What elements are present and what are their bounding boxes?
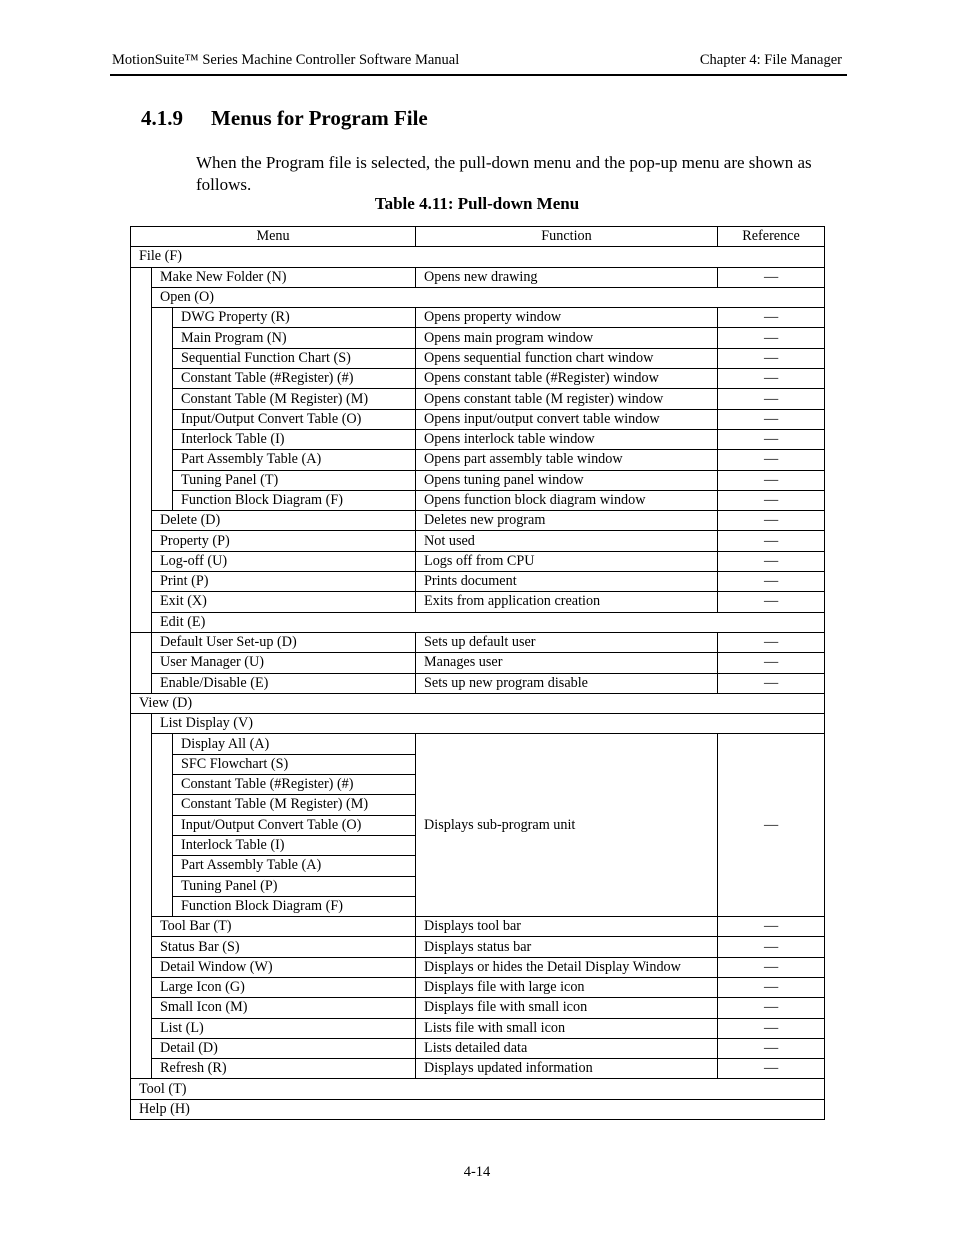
table-row [131, 673, 825, 693]
table-row [131, 409, 825, 429]
ref-large-icon: — [718, 977, 825, 997]
table-row [131, 612, 825, 632]
ref-logoff: — [718, 551, 825, 571]
table-row [131, 714, 825, 734]
menu-view-fbd: Function Block Diagram (F) [173, 896, 416, 916]
function-detail-window: Displays or hides the Detail Display Window [416, 957, 718, 977]
table-row [131, 1018, 825, 1038]
menu-const-m: Constant Table (M Register) (M) [173, 389, 416, 409]
menu-file: File (F) [131, 247, 825, 267]
menu-sfc: Sequential Function Chart (S) [173, 348, 416, 368]
menu-user-manager: User Manager (U) [152, 653, 416, 673]
function-default-user: Sets up default user [416, 632, 718, 652]
menu-tool-bar: Tool Bar (T) [152, 917, 416, 937]
function-status-bar: Displays status bar [416, 937, 718, 957]
table-row [131, 592, 825, 612]
ref-list: — [718, 1018, 825, 1038]
ref-part-assembly: — [718, 450, 825, 470]
menu-exit: Exit (X) [152, 592, 416, 612]
function-const-m: Opens constant table (M register) window [416, 389, 718, 409]
menu-detail: Detail (D) [152, 1038, 416, 1058]
indent-edit [131, 632, 152, 693]
table-row [131, 653, 825, 673]
ref-main-program: — [718, 328, 825, 348]
table-row [131, 308, 825, 328]
table-row [131, 977, 825, 997]
menu-delete: Delete (D) [152, 511, 416, 531]
menu-view-io-convert: Input/Output Convert Table (O) [173, 815, 416, 835]
ref-enable-disable: — [718, 673, 825, 693]
table-row [131, 470, 825, 490]
function-sfc: Opens sequential function chart window [416, 348, 718, 368]
header-rule [110, 74, 847, 76]
table-row [131, 1079, 825, 1099]
table-row [131, 389, 825, 409]
header-menu: Menu [131, 227, 416, 247]
menu-view-const-m: Constant Table (M Register) (M) [173, 795, 416, 815]
section-title: Menus for Program File [211, 106, 428, 130]
menu-view-tuning-panel: Tuning Panel (P) [173, 876, 416, 896]
header-reference: Reference [718, 227, 825, 247]
ref-detail-window: — [718, 957, 825, 977]
table-row [131, 693, 825, 713]
ref-detail: — [718, 1038, 825, 1058]
menu-tool: Tool (T) [131, 1079, 825, 1099]
ref-print: — [718, 572, 825, 592]
function-main-program: Opens main program window [416, 328, 718, 348]
table-row [131, 369, 825, 389]
table-row [131, 511, 825, 531]
section-heading [141, 106, 428, 131]
menu-dwg-property: DWG Property (R) [173, 308, 416, 328]
table-caption: Table 4.11: Pull-down Menu [374, 194, 580, 213]
table-row [131, 267, 825, 287]
function-logoff: Logs off from CPU [416, 551, 718, 571]
menu-open: Open (O) [152, 287, 825, 307]
function-fbd: Opens function block diagram window [416, 490, 718, 510]
menu-default-user: Default User Set-up (D) [152, 632, 416, 652]
ref-list-display: — [718, 734, 825, 917]
table-row [131, 348, 825, 368]
table-row [131, 1059, 825, 1079]
function-tuning-panel: Opens tuning panel window [416, 470, 718, 490]
table-row [131, 1038, 825, 1058]
ref-user-manager: — [718, 653, 825, 673]
function-make-new-folder: Opens new drawing [416, 267, 718, 287]
menu-list-display: List Display (V) [152, 714, 825, 734]
running-header-title: MotionSuite™ Series Machine Controller Software Manual [112, 52, 460, 68]
menu-view-part-assembly: Part Assembly Table (A) [173, 856, 416, 876]
menu-view-const-hash: Constant Table (#Register) (#) [173, 775, 416, 795]
table-row [131, 429, 825, 449]
ref-tuning-panel: — [718, 470, 825, 490]
table-row [131, 450, 825, 470]
function-print: Prints document [416, 572, 718, 592]
menu-logoff: Log-off (U) [152, 551, 416, 571]
function-large-icon: Displays file with large icon [416, 977, 718, 997]
function-list: Lists file with small icon [416, 1018, 718, 1038]
menu-view: View (D) [131, 693, 825, 713]
menu-view-interlock: Interlock Table (I) [173, 835, 416, 855]
function-exit: Exits from application creation [416, 592, 718, 612]
menu-enable-disable: Enable/Disable (E) [152, 673, 416, 693]
table-row [131, 247, 825, 267]
table-header-row [131, 227, 825, 247]
ref-fbd: — [718, 490, 825, 510]
section-number: 4.1.9 [141, 106, 183, 130]
function-refresh: Displays updated information [416, 1059, 718, 1079]
function-part-assembly: Opens part assembly table window [416, 450, 718, 470]
menu-interlock: Interlock Table (I) [173, 429, 416, 449]
menu-make-new-folder: Make New Folder (N) [152, 267, 416, 287]
function-const-hash: Opens constant table (#Register) window [416, 369, 718, 389]
table-row [131, 572, 825, 592]
table-row [131, 998, 825, 1018]
ref-property: — [718, 531, 825, 551]
menu-display-all: Display All (A) [173, 734, 416, 754]
table-row [131, 632, 825, 652]
menu-property: Property (P) [152, 531, 416, 551]
running-header-chapter: Chapter 4: File Manager [699, 52, 842, 68]
ref-default-user: — [718, 632, 825, 652]
ref-small-icon: — [718, 998, 825, 1018]
table-row [131, 490, 825, 510]
function-property: Not used [416, 531, 718, 551]
ref-make-new-folder: — [718, 267, 825, 287]
menu-part-assembly: Part Assembly Table (A) [173, 450, 416, 470]
intro-paragraph: When the Program file is selected, the pull-down menu and the pop-up menu are shown as follows. [196, 153, 812, 194]
ref-delete: — [718, 511, 825, 531]
function-dwg-property: Opens property window [416, 308, 718, 328]
ref-const-hash: — [718, 369, 825, 389]
ref-status-bar: — [718, 937, 825, 957]
function-tool-bar: Displays tool bar [416, 917, 718, 937]
indent-view [131, 714, 152, 1079]
ref-refresh: — [718, 1059, 825, 1079]
ref-interlock: — [718, 429, 825, 449]
menu-sfc-flowchart: SFC Flowchart (S) [173, 754, 416, 774]
ref-tool-bar: — [718, 917, 825, 937]
function-user-manager: Manages user [416, 653, 718, 673]
menu-detail-window: Detail Window (W) [152, 957, 416, 977]
menu-refresh: Refresh (R) [152, 1059, 416, 1079]
ref-io-convert: — [718, 409, 825, 429]
menu-print: Print (P) [152, 572, 416, 592]
function-delete: Deletes new program [416, 511, 718, 531]
indent-list-display [152, 734, 173, 917]
table-row [131, 531, 825, 551]
header-function: Function [416, 227, 718, 247]
menu-small-icon: Small Icon (M) [152, 998, 416, 1018]
table-row [131, 287, 825, 307]
menu-tuning-panel: Tuning Panel (T) [173, 470, 416, 490]
ref-exit: — [718, 592, 825, 612]
menu-list: List (L) [152, 1018, 416, 1038]
menu-help: Help (H) [131, 1099, 825, 1119]
function-detail: Lists detailed data [416, 1038, 718, 1058]
menu-fbd: Function Block Diagram (F) [173, 490, 416, 510]
function-small-icon: Displays file with small icon [416, 998, 718, 1018]
function-enable-disable: Sets up new program disable [416, 673, 718, 693]
function-interlock: Opens interlock table window [416, 429, 718, 449]
ref-const-m: — [718, 389, 825, 409]
function-list-display: Displays sub-program unit [416, 734, 718, 917]
menu-const-hash: Constant Table (#Register) (#) [173, 369, 416, 389]
menu-status-bar: Status Bar (S) [152, 937, 416, 957]
indent-file [131, 267, 152, 632]
function-io-convert: Opens input/output convert table window [416, 409, 718, 429]
page-number: 4-14 [463, 1164, 491, 1180]
table-row [131, 937, 825, 957]
table-row [131, 957, 825, 977]
indent-open [152, 308, 173, 511]
ref-sfc: — [718, 348, 825, 368]
menu-io-convert: Input/Output Convert Table (O) [173, 409, 416, 429]
table-row [131, 551, 825, 571]
ref-dwg-property: — [718, 308, 825, 328]
menu-main-program: Main Program (N) [173, 328, 416, 348]
table-row [131, 1099, 825, 1119]
menu-edit: Edit (E) [152, 612, 825, 632]
menu-large-icon: Large Icon (G) [152, 977, 416, 997]
table-row [131, 328, 825, 348]
table-row [131, 734, 825, 754]
pull-down-menu-table [130, 226, 825, 1120]
table-row [131, 917, 825, 937]
